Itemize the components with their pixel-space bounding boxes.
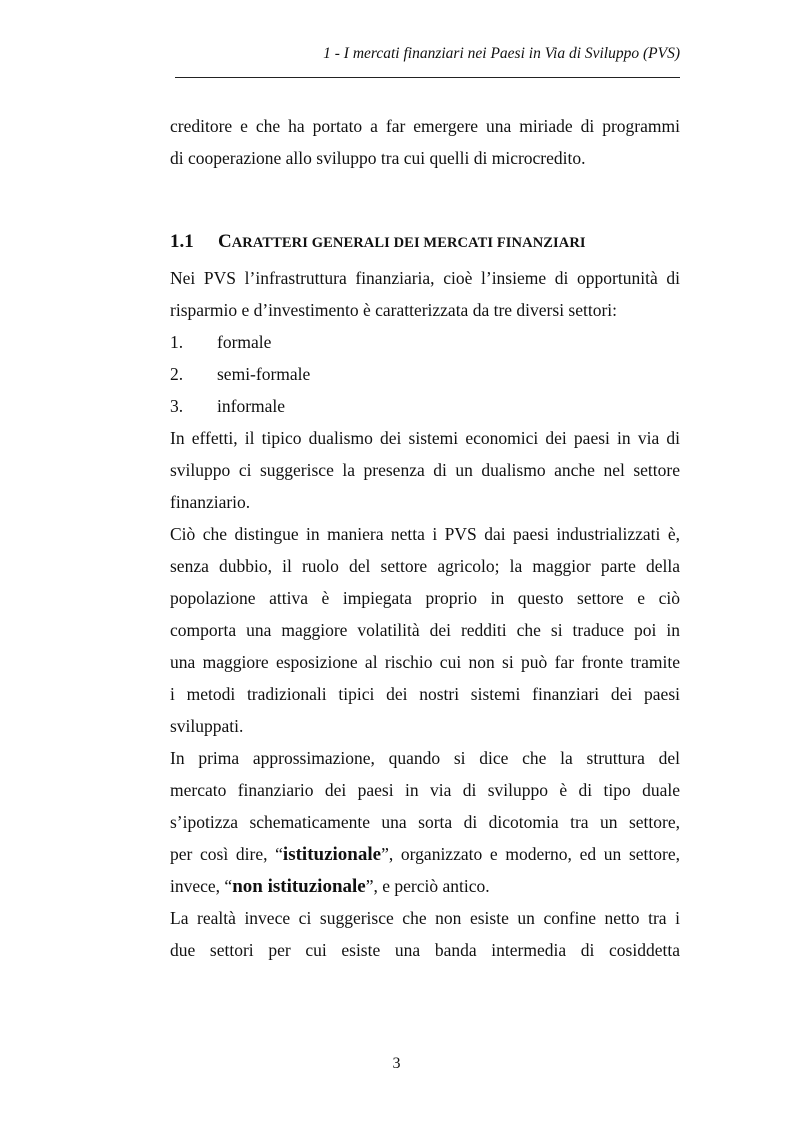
list-item [170,390,680,422]
text-run: ”, e perciò antico. [365,876,490,896]
text-line: senza dubbio, il ruolo del settore agricolo; la maggior parte della [170,556,680,576]
text-line: i metodi tradizionali tipici dei nostri sistemi finanziari dei paesi [170,684,680,704]
text-line: finanziario. [170,492,251,512]
text-line [170,870,680,902]
list-item [170,358,680,390]
section-heading [170,226,680,258]
text-line: sviluppati. [170,716,244,736]
text-line: creditore e che ha portato a far emergere una miriade di programmi [170,116,680,136]
list-item-label: semi-formale [217,364,311,384]
list-item-number: 3. [170,396,184,416]
intro-paragraph [170,110,680,174]
text-line: Nei PVS l’infrastruttura finanziaria, cioè l’insieme di opportunità di [170,268,680,288]
list-item-label: formale [217,332,272,352]
text-line: risparmio e d’investimento è caratterizzata da tre diversi settori: [170,300,618,320]
text-line: comporta una maggiore volatilità dei redditi che si traduce poi in [170,620,680,640]
list-item-number: 1. [170,332,184,352]
text-line: due settori per cui esiste una banda intermedia di cosiddetta [170,940,680,960]
text-line: mercato finanziario dei paesi in via di sviluppo è di tipo duale [170,780,680,800]
header-rule [175,77,680,78]
running-header: 1 - I mercati finanziari nei Paesi in Via di Sviluppo (PVS) [323,45,680,62]
text-line [170,838,680,870]
section-title-initial: C [218,231,232,252]
list-item [170,326,680,358]
text-line: La realtà invece ci suggerisce che non esiste un confine netto tra i [170,908,680,928]
section-title: ARATTERI GENERALI DEI MERCATI FINANZIARI [231,235,586,251]
emphasis-non-istituzionale: non istituzionale [232,876,366,897]
emphasis-istituzionale: istituzionale [282,844,382,865]
text-line: In prima approssimazione, quando si dice che la struttura del [170,748,680,768]
text-run: ”, organizzato e moderno, ed un settore, [381,844,680,864]
text-line: di cooperazione allo sviluppo tra cui quelli di microcredito. [170,148,586,168]
text-line: popolazione attiva è impiegata proprio in questo settore e ciò [170,588,680,608]
text-run: per così dire, “ [170,844,283,864]
text-line: s’ipotizza schematicamente una sorta di dicotomia tra un settore, [170,812,680,832]
text-run: invece, “ [170,876,233,896]
text-line: In effetti, il tipico dualismo dei sistemi economici dei paesi in via di [170,428,680,448]
text-line: sviluppo ci suggerisce la presenza di un dualismo anche nel settore [170,460,680,480]
list-item-number: 2. [170,364,184,384]
list-item-label: informale [217,396,286,416]
page-number: 3 [392,1055,401,1072]
section-number: 1.1 [170,231,194,252]
text-line: una maggiore esposizione al rischio cui non si può far fronte tramite [170,652,680,672]
text-line: Ciò che distingue in maniera netta i PVS dai paesi industrializzati è, [170,524,680,544]
body-text [170,262,680,966]
